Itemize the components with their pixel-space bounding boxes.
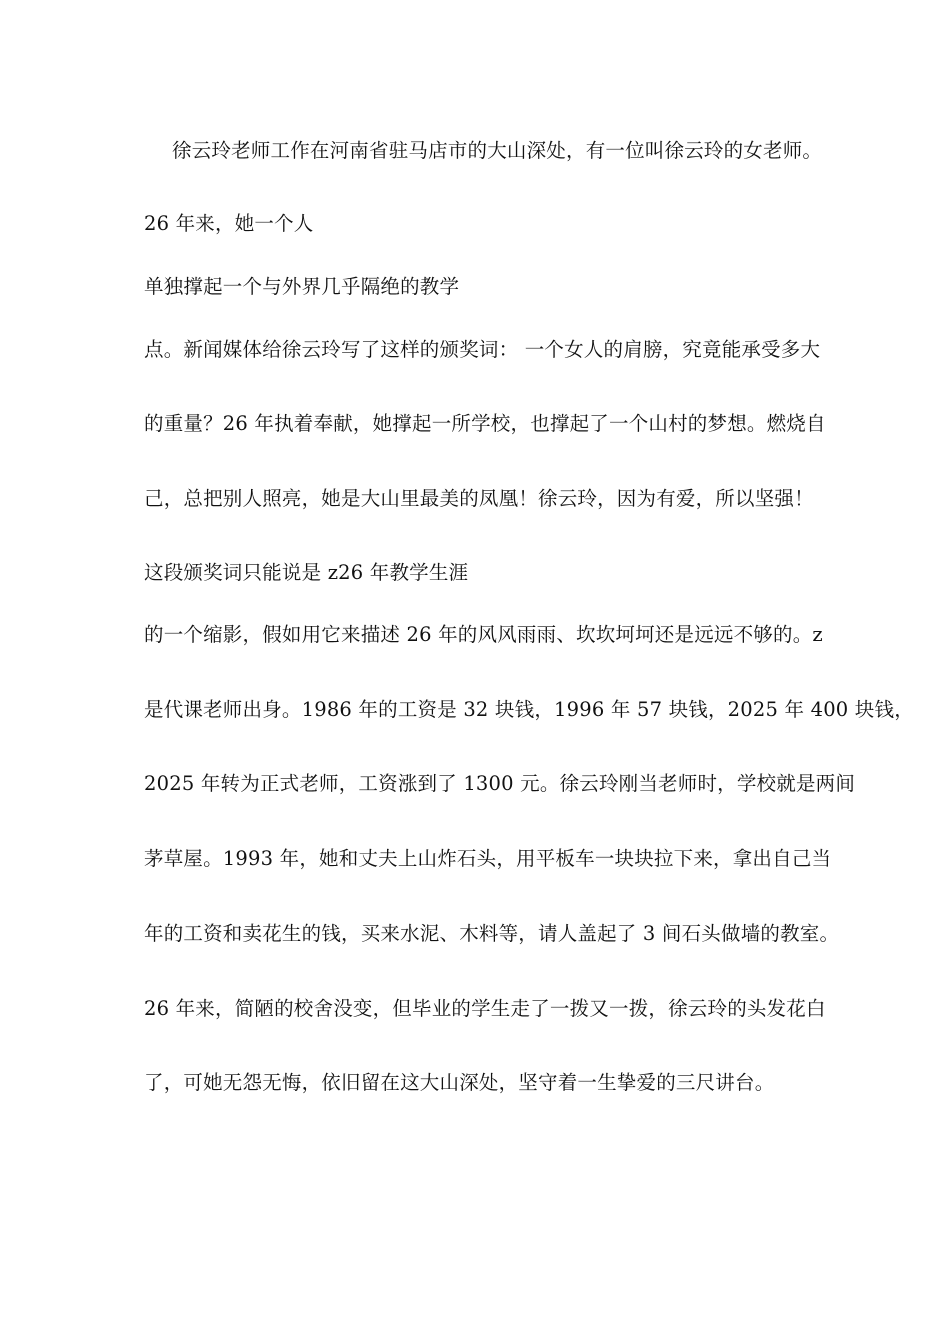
paragraph-line-13: 26 年来，简陋的校舍没变，但毕业的学生走了一拨又一拨，徐云玲的头发花白 — [144, 997, 826, 1020]
paragraph-line-3: 单独撑起一个与外界几乎隔绝的教学 — [144, 275, 460, 298]
paragraph-line-12: 年的工资和卖花生的钱，买来水泥、木料等，请人盖起了 3 间石头做墙的教室。 — [144, 922, 840, 945]
paragraph-line-5: 的重量？26 年执着奉献，她撑起一所学校，也撑起了一个山村的梦想。燃烧自 — [144, 412, 826, 435]
paragraph-line-14: 了，可她无怨无悔，依旧留在这大山深处，坚守着一生挚爱的三尺讲台。 — [144, 1071, 775, 1094]
paragraph-line-7: 这段颁奖词只能说是 z26 年教学生涯 — [144, 561, 469, 584]
paragraph-line-9: 是代课老师出身。1986 年的工资是 32 块钱，1996 年 57 块钱，2025 年 400 块钱， — [144, 698, 914, 721]
paragraph-line-8: 的一个缩影，假如用它来描述 26 年的风风雨雨、坎坎坷坷还是远远不够的。z — [144, 623, 823, 646]
paragraph-line-4: 点。新闻媒体给徐云玲写了这样的颁奖词： 一个女人的肩膀，究竟能承受多大 — [144, 338, 821, 361]
paragraph-line-6: 己，总把别人照亮，她是大山里最美的凤凰！徐云玲，因为有爱，所以坚强！ — [144, 487, 814, 510]
paragraph-line-2: 26 年来，她一个人 — [144, 212, 314, 235]
paragraph-line-11: 茅草屋。1993 年，她和丈夫上山炸石头，用平板车一块块拉下来，拿出自己当 — [144, 847, 832, 870]
paragraph-line-1: 徐云玲老师工作在河南省驻马店市的大山深处，有一位叫徐云玲的女老师。 — [172, 139, 823, 162]
paragraph-line-10: 2025 年转为正式老师，工资涨到了 1300 元。徐云玲刚当老师时，学校就是两间 — [144, 772, 856, 795]
